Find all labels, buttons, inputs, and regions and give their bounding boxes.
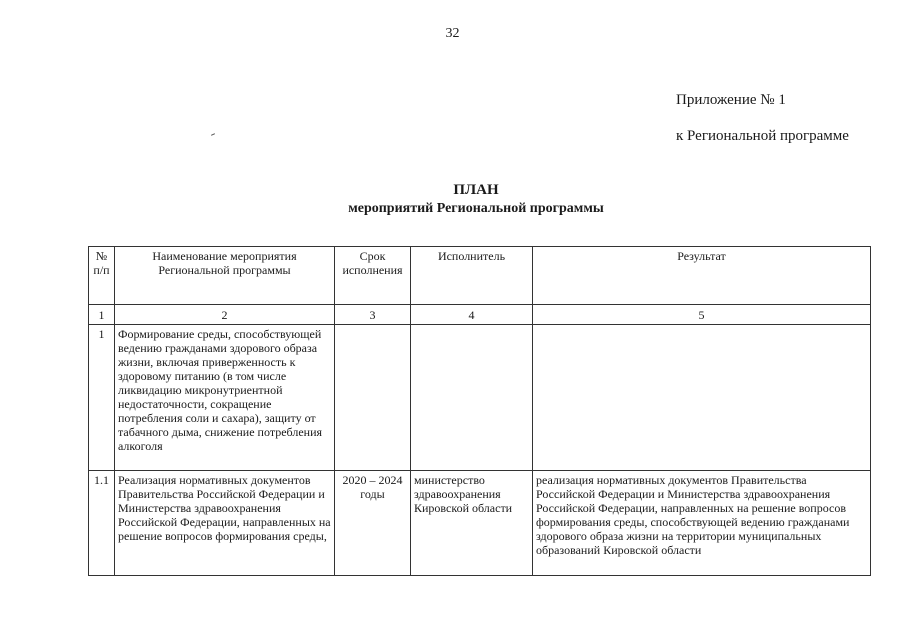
row-result: реализация нормативных документов Правительства Российской Федерации и Министерства здравоохранения Российской Федерации, направленных на решение вопросов формирования среды, способствующей ведению гражданами здорового образа жизни на территории муниципальных образований Кировской области <box>533 471 871 576</box>
header-number: № п/п <box>89 247 115 305</box>
header-result: Результат <box>533 247 871 305</box>
row-activity-name: Реализация нормативных документов Правительства Российской Федерации и Министерства здравоохранения Российской Федерации, направленных на решение вопросов формирования среды, <box>115 471 335 576</box>
row-term: 2020 – 2024 годы <box>335 471 411 576</box>
document-subtitle: мероприятий Региональной программы <box>348 201 604 216</box>
row-number: 1 <box>89 324 115 471</box>
column-number: 4 <box>411 305 533 324</box>
column-number: 2 <box>115 305 335 324</box>
scan-speck <box>211 133 215 136</box>
header-term: Срок исполнения <box>335 247 411 305</box>
page-number: 32 <box>445 26 460 41</box>
column-number-row <box>89 305 871 324</box>
document-title: ПЛАН <box>453 182 499 198</box>
header-executor: Исполнитель <box>411 247 533 305</box>
table-row <box>89 471 871 576</box>
row-number: 1.1 <box>89 471 115 576</box>
row-term <box>335 324 411 471</box>
table-header-row <box>89 247 871 305</box>
column-number: 5 <box>533 305 871 324</box>
row-executor: министерство здравоохранения Кировской области <box>411 471 533 576</box>
header-activity-name: Наименование мероприятия Региональной программы <box>115 247 335 305</box>
plan-table <box>88 246 871 576</box>
table-row <box>89 324 871 471</box>
appendix-reference: к Региональной программе <box>676 128 849 144</box>
column-number: 3 <box>335 305 411 324</box>
column-number: 1 <box>89 305 115 324</box>
row-executor <box>411 324 533 471</box>
row-activity-name: Формирование среды, способствующей ведению гражданами здорового образа жизни, включая приверженность к здоровому питанию (в том числе ликвидацию микронутриентной недостаточности, сокращение потребления соли и сахара), защиту от табачного дыма, снижение потребления алкоголя <box>115 324 335 471</box>
appendix-title: Приложение № 1 <box>676 92 786 108</box>
row-result <box>533 324 871 471</box>
